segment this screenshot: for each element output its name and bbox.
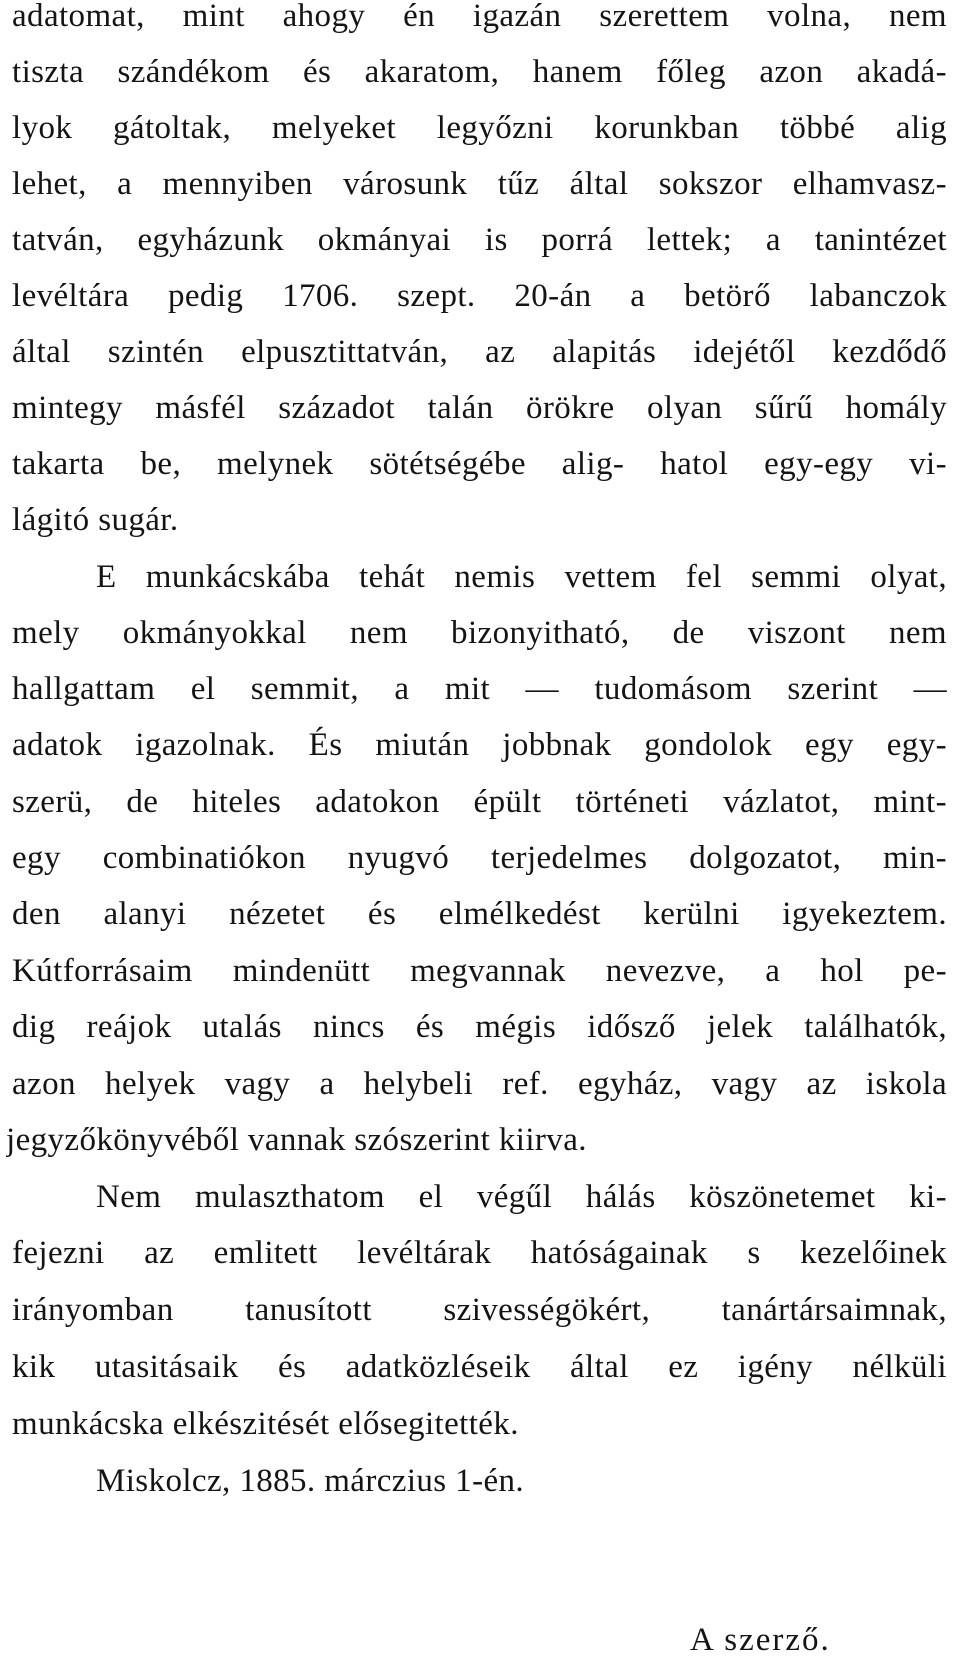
- text-line: E munkácskába tehát nemis vettem fel semmi olyat,: [96, 559, 947, 595]
- text-line: szerü, de hiteles adatokon épült történeti vázlatot, mint-: [12, 784, 947, 820]
- text-line: irányomban tanusított szivességökért, tanártársaimnak,: [12, 1292, 947, 1328]
- text-line: kik utasitásaik és adatközléseik által ez igény nélküli: [12, 1349, 947, 1385]
- text-line: által szintén elpusztittatván, az alapitás idejétől kezdődő: [12, 334, 947, 370]
- text-line: takarta be, melynek sötétségébe alig- hatol egy-egy vi-: [12, 446, 947, 482]
- text-line: lágitó sugár.: [12, 502, 179, 538]
- place-date: Miskolcz, 1885. márczius 1-én.: [96, 1463, 525, 1499]
- text-line: lyok gátoltak, melyeket legyőzni korunkban többé alig: [12, 110, 947, 146]
- text-line: den alanyi nézetet és elmélkedést kerülni igyekeztem.: [12, 896, 947, 932]
- text-line: dig reájok utalás nincs és mégis idősző jelek találhatók,: [12, 1009, 947, 1045]
- text-line: mintegy másfél századot talán örökre olyan sűrű homály: [12, 390, 947, 426]
- text-line: egy combinatiókon nyugvó terjedelmes dolgozatot, min-: [12, 840, 947, 876]
- text-line: mely okmányokkal nem bizonyitható, de viszont nem: [12, 615, 947, 651]
- text-line: lehet, a mennyiben városunk tűz által sokszor elhamvasz-: [12, 166, 947, 202]
- text-line: tatván, egyházunk okmányai is porrá lettek; a tanintézet: [12, 222, 947, 258]
- text-line: hallgattam el semmit, a mit — tudomásom szerint —: [12, 671, 947, 707]
- text-line: azon helyek vagy a helybeli ref. egyház, vagy az iskola: [12, 1066, 947, 1102]
- text-line: munkácska elkészitését elősegitették.: [12, 1406, 519, 1442]
- text-line: adatomat, mint ahogy én igazán szerettem volna, nem: [12, 0, 947, 34]
- text-line: Kútforrásaim mindenütt megvannak nevezve, a hol pe-: [12, 953, 947, 989]
- text-line: Nem mulaszthatom el végűl hálás köszönetemet ki-: [96, 1179, 947, 1215]
- text-line: tiszta szándékom és akaratom, hanem főleg azon akadá-: [12, 54, 947, 90]
- signature: A szerző.: [690, 1622, 831, 1658]
- text-line: jegyzőkönyvéből vannak szószerint kiirva.: [6, 1122, 587, 1158]
- text-line: fejezni az emlitett levéltárak hatóságainak s kezelőinek: [12, 1235, 947, 1271]
- text-line: levéltára pedig 1706. szept. 20-án a betörő labanczok: [12, 278, 947, 314]
- text-line: adatok igazolnak. És miután jobbnak gondolok egy egy-: [12, 727, 947, 763]
